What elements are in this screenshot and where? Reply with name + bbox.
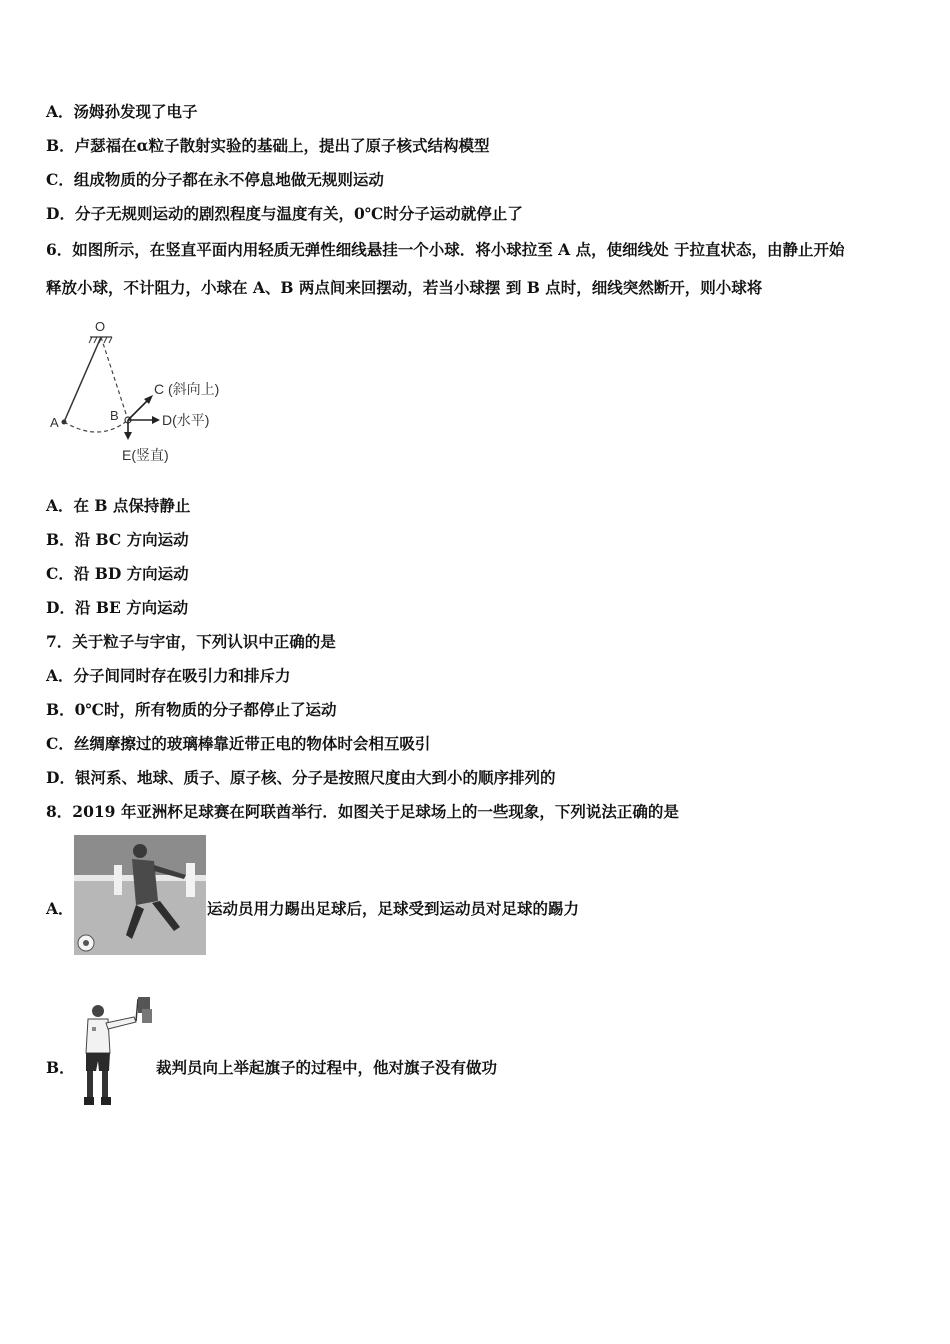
label-o: O [95, 319, 106, 334]
label-e: E(竖直) [122, 447, 169, 463]
q7-option-c: C．丝绸摩擦过的玻璃棒靠近带正电的物体时会相互吸引 [46, 734, 431, 753]
q6-stem-line2: 释放小球，不计阻力，小球在 A、B 两点间来回摆动，若当小球摆 到 B 点时，细线突然断开，则小球将 [46, 278, 763, 297]
label-c: C (斜向上) [154, 381, 220, 397]
q8-option-a-text: 运动员用力踢出足球后，足球受到运动员对足球的踢力 [207, 899, 580, 918]
q6-option-b: B．沿 BC 方向运动 [46, 530, 189, 549]
q5-option-d: D．分子无规则运动的剧烈程度与温度有关，0℃时分子运动就停止了 [46, 204, 523, 223]
q8-option-a-letter: A． [46, 899, 74, 918]
referee-with-flag-figure [76, 995, 156, 1117]
soccer-player-photo [74, 835, 206, 955]
q5-option-b: B．卢瑟福在α粒子散射实验的基础上，提出了原子核式结构模型 [46, 136, 490, 155]
soccer-player-illustration [74, 835, 206, 955]
q8-option-b-text: 裁判员向上举起旗子的过程中，他对旗子没有做功 [156, 1058, 498, 1077]
q8-stem: 8．2019 年亚洲杯足球赛在阿联酋举行．如图关于足球场上的一些现象，下列说法正确的是 [46, 802, 679, 821]
pendulum-diagram [40, 315, 250, 470]
q7-option-d: D．银河系、地球、质子、原子核、分子是按照尺度由大到小的顺序排列的 [46, 768, 556, 787]
q6-stem-line1: 6．如图所示，在竖直平面内用轻质无弹性细线悬挂一个小球．将小球拉至 A 点，使细线处 于拉直状态，由静止开始 [46, 240, 845, 259]
q5-option-a: A．汤姆孙发现了电子 [46, 102, 198, 121]
label-b: B [110, 408, 119, 423]
q6-option-c: C．沿 BD 方向运动 [46, 564, 189, 583]
label-d: D(水平) [162, 412, 210, 428]
q7-option-b: B．0℃时，所有物质的分子都停止了运动 [46, 700, 337, 719]
q7-stem: 7．关于粒子与宇宙，下列认识中正确的是 [46, 632, 336, 651]
q5-option-c: C．组成物质的分子都在永不停息地做无规则运动 [46, 170, 384, 189]
q8-option-b-letter: B． [46, 1058, 75, 1077]
q6-option-a: A．在 B 点保持静止 [46, 496, 191, 515]
q6-option-d: D．沿 BE 方向运动 [46, 598, 189, 617]
q7-option-a: A．分子间同时存在吸引力和排斥力 [46, 666, 291, 685]
label-a: A [50, 415, 59, 430]
